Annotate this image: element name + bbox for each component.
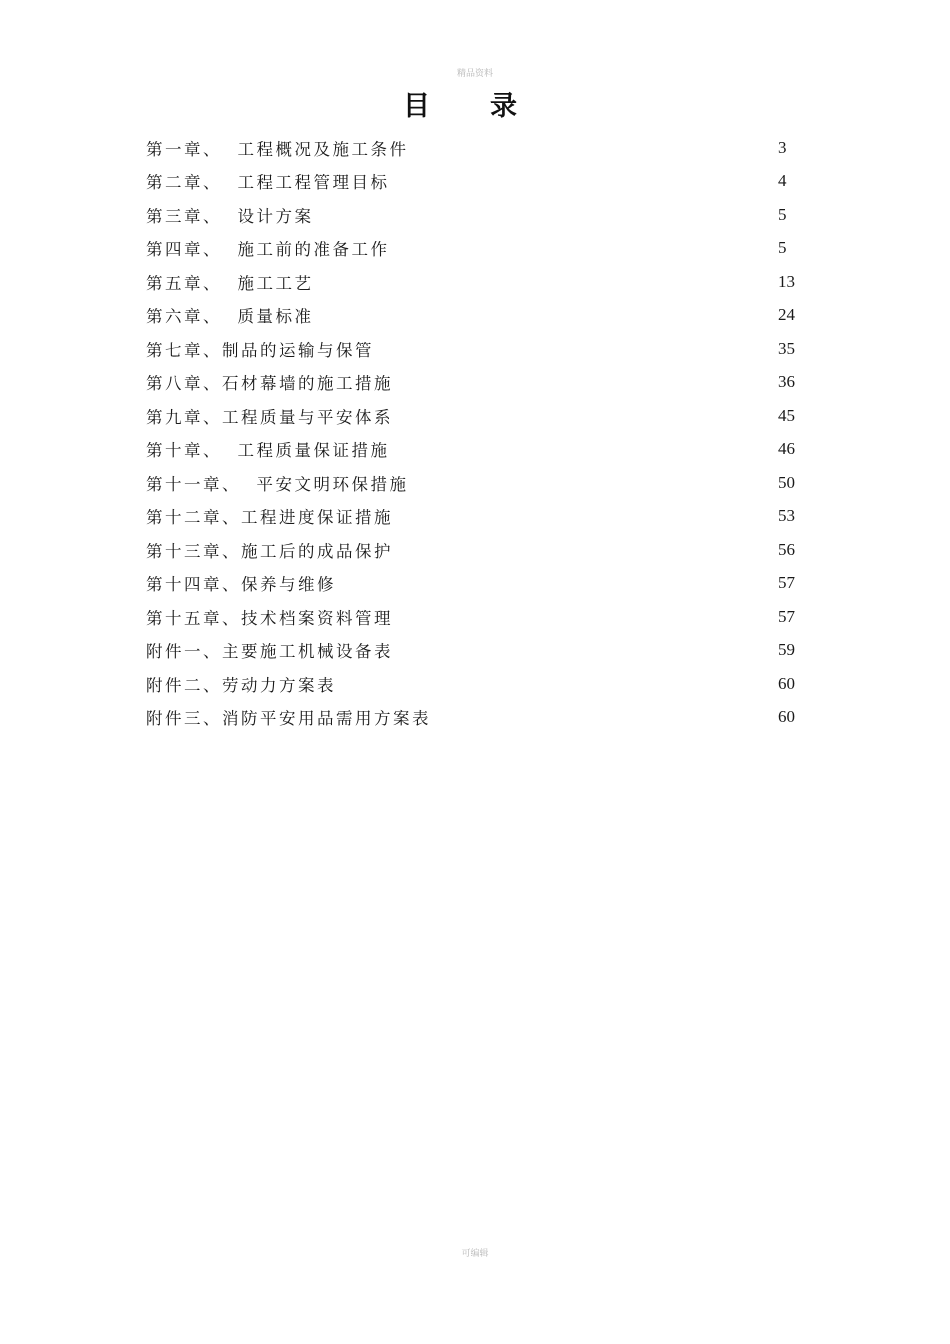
page-title: 目录	[403, 91, 577, 122]
toc-entry-page: 59	[778, 640, 795, 660]
toc-entry-label: 第三章、 设计方案	[146, 206, 314, 226]
toc-entry-page: 53	[778, 506, 795, 526]
toc-entry-label: 第七章、制品的运输与保管	[146, 340, 374, 360]
toc-entry-page: 5	[778, 238, 787, 258]
toc-entry-label: 第八章、石材幕墙的施工措施	[146, 374, 393, 394]
toc-entry[interactable]	[146, 165, 814, 199]
toc-entry-label: 第十章、 工程质量保证措施	[146, 441, 390, 461]
toc-entry-page: 13	[778, 271, 795, 291]
toc-entry-label: 第二章、 工程工程管理目标	[146, 173, 390, 193]
toc-entry-page: 60	[778, 707, 795, 727]
toc-entry-label: 附件二、劳动力方案表	[146, 675, 336, 695]
toc-entry-page: 50	[778, 472, 795, 492]
toc-entry[interactable]	[146, 232, 814, 266]
toc-entry-label: 第十三章、施工后的成品保护	[146, 541, 393, 561]
toc-entry-page: 5	[778, 204, 787, 224]
toc-entry[interactable]	[146, 567, 814, 601]
toc-entry[interactable]	[146, 500, 814, 534]
toc-entry[interactable]	[146, 634, 814, 668]
toc-entry-page: 46	[778, 439, 795, 459]
toc-entry-page: 24	[778, 305, 795, 325]
toc-entry-page: 4	[778, 171, 787, 191]
toc-entry[interactable]	[146, 600, 814, 634]
toc-entry[interactable]	[146, 701, 814, 735]
toc-entry[interactable]	[146, 366, 814, 400]
toc-entry[interactable]	[146, 667, 814, 701]
toc-entry-label: 附件三、消防平安用品需用方案表	[146, 709, 431, 729]
toc-entry-page: 35	[778, 338, 795, 358]
toc-entry-page: 45	[778, 405, 795, 425]
toc-entry-label: 第四章、 施工前的准备工作	[146, 240, 390, 260]
toc-entry[interactable]	[146, 533, 814, 567]
toc-entry[interactable]	[146, 299, 814, 333]
toc-entry-label: 第六章、 质量标准	[146, 307, 314, 327]
footer-watermark: 可编辑	[461, 1249, 489, 1259]
toc-entry-label: 第十一章、 平安文明环保措施	[146, 474, 409, 494]
toc-entry[interactable]	[146, 265, 814, 299]
toc-entry-page: 36	[778, 372, 795, 392]
toc-entry-label: 第十五章、技术档案资料管理	[146, 608, 393, 628]
toc-entry[interactable]	[146, 131, 814, 165]
toc-entry-label: 第十四章、保养与维修	[146, 575, 336, 595]
toc-entry-page: 3	[778, 137, 787, 157]
toc-entry[interactable]	[146, 466, 814, 500]
toc-entry[interactable]	[146, 332, 814, 366]
toc-entry-page: 57	[778, 573, 795, 593]
toc-entry[interactable]	[146, 399, 814, 433]
toc-entry-label: 第九章、工程质量与平安体系	[146, 407, 393, 427]
toc-entry-page: 57	[778, 606, 795, 626]
table-of-contents	[146, 131, 814, 734]
toc-entry-label: 第一章、 工程概况及施工条件	[146, 139, 409, 159]
toc-entry-label: 第十二章、工程进度保证措施	[146, 508, 393, 528]
toc-entry-label: 附件一、主要施工机械设备表	[146, 642, 393, 662]
toc-entry-page: 56	[778, 539, 795, 559]
toc-entry[interactable]	[146, 198, 814, 232]
toc-entry[interactable]	[146, 433, 814, 467]
toc-entry-label: 第五章、 施工工艺	[146, 273, 314, 293]
header-watermark: 精品资料	[456, 69, 493, 79]
toc-entry-page: 60	[778, 673, 795, 693]
